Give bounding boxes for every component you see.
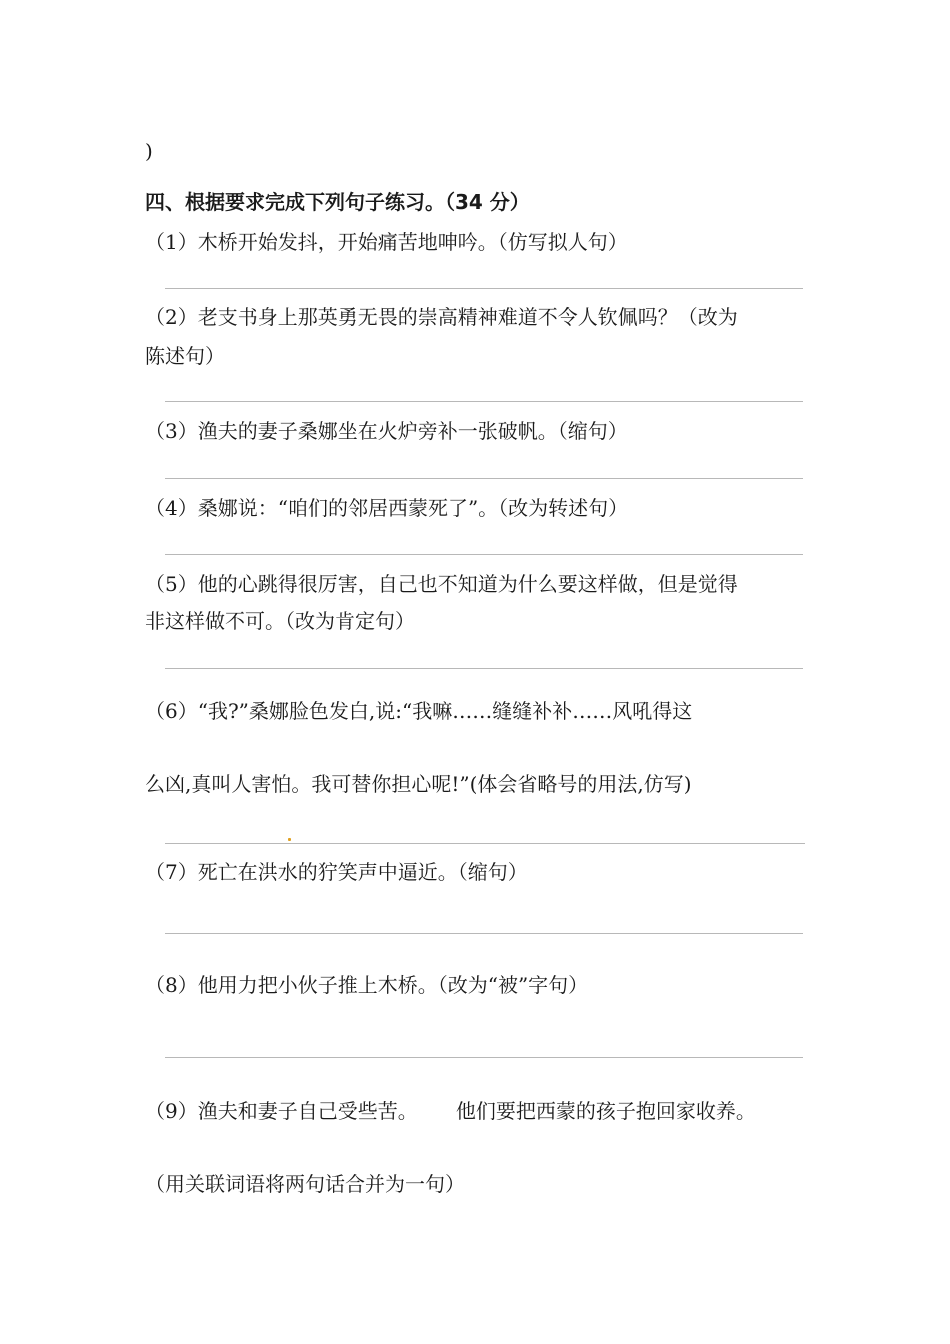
answer-line-4[interactable]: [165, 554, 803, 555]
question-8-text: （8）他用力把小伙子推上木桥。（改为“被”字句）: [145, 973, 589, 997]
question-6-text: （6）“我?”桑娜脸色发白,说:“我嘛……缝缝补补……风吼得这: [145, 699, 693, 723]
top-fragment: ): [145, 139, 153, 163]
question-5-text: （5）他的心跳得很厉害，自己也不知道为什么要这样做，但是觉得: [145, 572, 738, 596]
section-title: 四、根据要求完成下列句子练习。（34 分）: [145, 190, 530, 214]
question-5-text-cont: 非这样做不可。（改为肯定句）: [145, 609, 415, 633]
question-2-text: （2）老支书身上那英勇无畏的崇高精神难道不令人钦佩吗？（改为: [145, 305, 738, 329]
answer-line-2[interactable]: [165, 401, 803, 402]
question-2-text-cont: 陈述句）: [145, 344, 225, 368]
question-7-text: （7）死亡在洪水的狞笑声中逼近。（缩句）: [145, 860, 528, 884]
question-9-text: （9）渔夫和妻子自己受些苦。 他们要把西蒙的孩子抱回家收养。: [145, 1099, 756, 1123]
stray-mark: [288, 838, 291, 841]
answer-line-5[interactable]: [165, 668, 803, 669]
question-9-text-cont: （用关联词语将两句话合并为一句）: [145, 1172, 465, 1196]
question-1-text: （1）木桥开始发抖，开始痛苦地呻吟。（仿写拟人句）: [145, 230, 628, 254]
answer-line-1[interactable]: [165, 288, 803, 289]
question-4-text: （4）桑娜说：“咱们的邻居西蒙死了”。（改为转述句）: [145, 496, 629, 520]
question-3-text: （3）渔夫的妻子桑娜坐在火炉旁补一张破帆。（缩句）: [145, 419, 628, 443]
answer-line-7[interactable]: [165, 933, 803, 934]
answer-line-6[interactable]: [165, 843, 805, 844]
question-6-text-cont: 么凶,真叫人害怕。我可替你担心呢!”(体会省略号的用法,仿写): [145, 772, 692, 796]
answer-line-3[interactable]: [165, 478, 803, 479]
answer-line-8[interactable]: [165, 1057, 803, 1058]
